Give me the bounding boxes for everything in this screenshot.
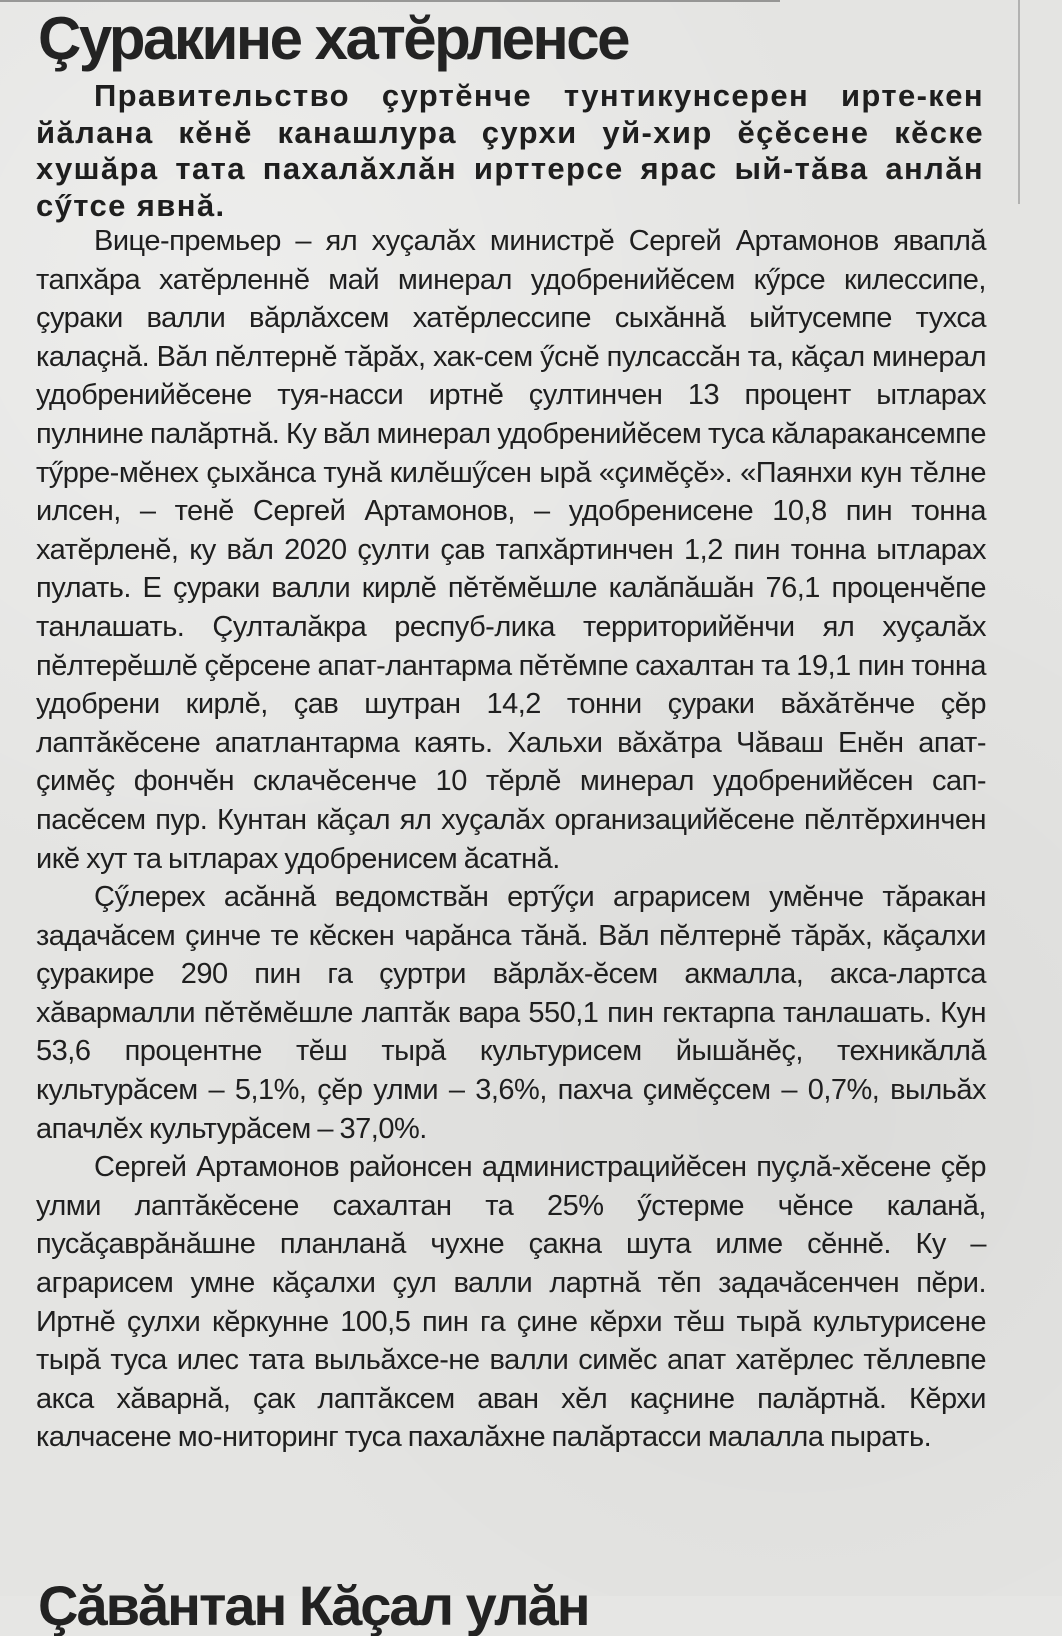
article-body: [36, 222, 986, 1457]
article-headline: Çуракине хатĕрленсе: [38, 5, 628, 72]
body-paragraph-3: Сергей Артамонов районсен администрацийĕсен пуçлă-хĕсене çĕр улми лаптăкĕсене сахалтан та 25% ӳстерме чĕнсе каланă, пусăçаврăнăшне планланă чухне çакна шута илме сĕннĕ. Ку – аграрисем умне кăçалхи çул валли лартнă тĕп задачăсенчен пĕри. Иртнĕ çулхи кĕркунне 100,5 пин га çине кĕрхи тĕш тырă культурисене тырă туса илес тата выльăхсе-не валли симĕс апат хатĕрлес тĕллевпе акса хăварнă, çак лаптăксем аван хĕл каçнине палăртнă. Кĕрхи калчасене мо-ниторинг туса пахалăхне палăртасси малалла пырать.: [36, 1151, 986, 1454]
adjacent-column-edge: [1012, 0, 1062, 1596]
body-paragraph-2: Çӳлерех асăннă ведомствăн ертӳçи аграрисем умĕнче тăракан задачăсем çинче те кĕскен чарăнса тăнă. Вăл пĕлтернĕ тăрăх, кăçалхи çуракире 290 пин га çуртри вăрлăх-ĕсем акмалла, акса-лартса хăвармалли пĕтĕмĕшле лаптăк вара 550,1 пин гектарпа танлашать. Кун 53,6 процентне тĕш тырă культурисем йышăнĕç, техникăллă культурăсем – 5,1%, çĕр улми – 3,6%, пахча çимĕçсем – 0,7%, выльăх апачлĕх культурăсем – 37,0%.: [36, 881, 986, 1145]
next-article-headline: Çăвăнтан Кăçал улăн: [38, 1576, 589, 1636]
body-paragraph-1: Вице-премьер – ял хуçалăх министрĕ Сергей Артамонов яваплă тапхăра хатĕрленнĕ май минерал удобренийĕсем кӳрсе килессипе, çураки валли вăрлăхсем хатĕрлессипе сыхăннă ыйтусемпе тухса калаçнă. Вăл пĕлтернĕ тăрăх, хак-сем ӳснĕ пулсассăн та, кăçал минерал удобренийĕсене туя-насси иртнĕ çултинчен 13 процент ытларах пулнине палăртнă. Ку вăл минерал удобренийĕсем туса кăларакансемпе тӳрре-мĕнех çыхăнса тунă килĕшӳсен ырă «çимĕçĕ». «Паянхи кун тĕлне илсен, – тенĕ Сергей Артамонов, – удобренисене 10,8 пин тонна хатĕрленĕ, ку вăл 2020 çулти çав тапхăртинчен 1,2 пин тонна ытларах пулать. Е çураки валли кирлĕ пĕтĕмĕшле калăпăшăн 76,1 проценчĕпе танлашать. Çулталăкра респуб-лика территорийĕнчи ял хуçалăх пĕлтерĕшлĕ çĕрсене апат-лантарма пĕтĕмпе сахалтан та 19,1 пин тонна удобрени кирлĕ, çав шутран 14,2 тонни çураки вăхăтĕнче çĕр лаптăкĕсене апатлантарма каять. Хальхи вăхăтра Чăваш Енĕн апат-çимĕç фончĕн склачĕсенче 10 тĕрлĕ минерал удобренийĕсен сап-пасĕсем пур. Кунтан кăçал ял хуçалăх организацийĕсене пĕлтĕрхинчен икĕ хут та ытларах удобренисем ăсатнă.: [36, 225, 986, 875]
article-lead: Правительство çуртĕнче тунтикунсерен ирте-кен йăлана кĕнĕ канашлура çурхи уй-хир ĕçĕсене кĕске хушăра тата пахалăхлăн ирттерсе ярас ый-тăва анлăн сӳтсе явнă.: [36, 78, 984, 223]
